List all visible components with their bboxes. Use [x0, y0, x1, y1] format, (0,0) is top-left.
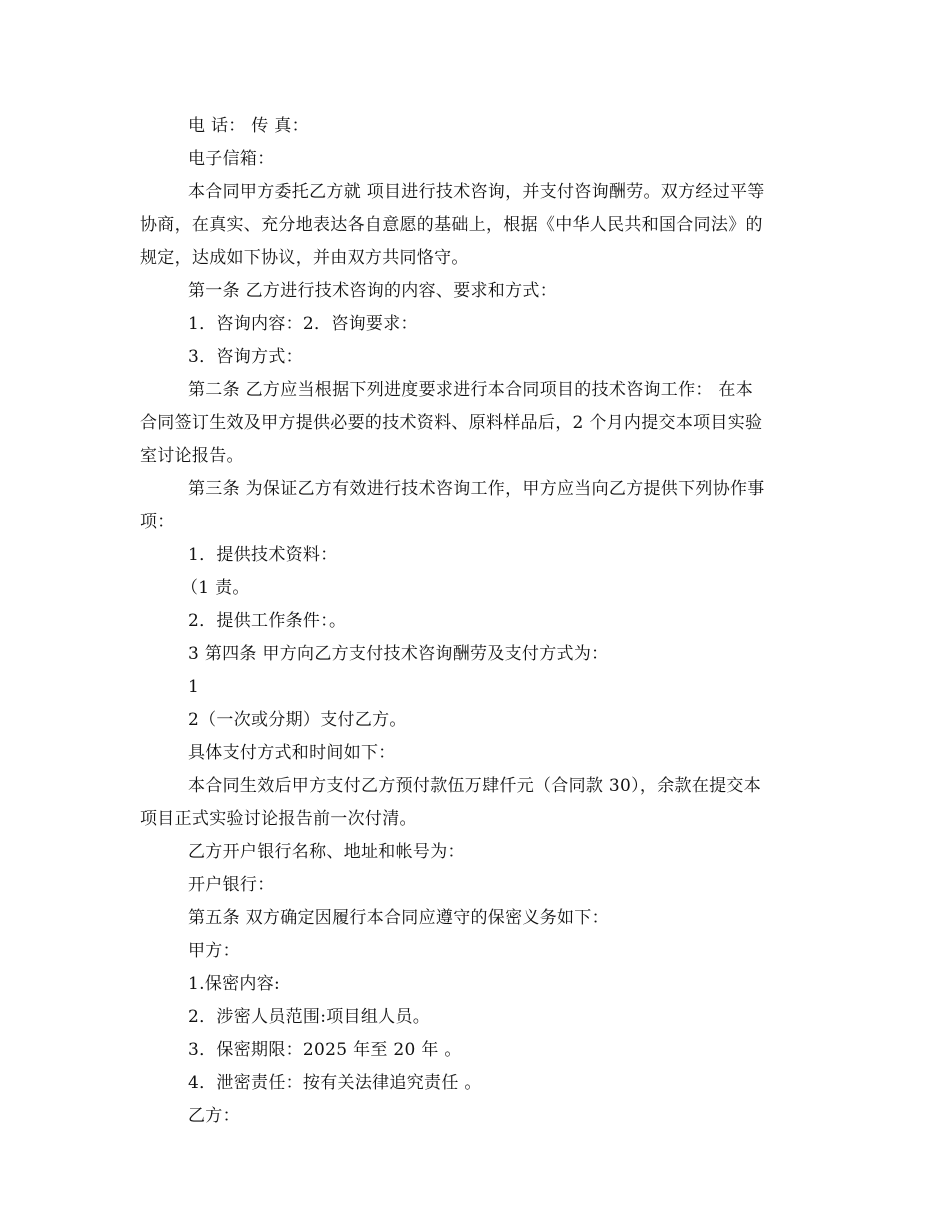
phone-fax-line: 电 话： 传 真：: [188, 116, 309, 136]
bank-name-line: 开户银行：: [188, 875, 275, 895]
confidential-content-line: 1.保密内容:: [188, 974, 281, 994]
article-1-heading: 第一条 乙方进行技术咨询的内容、要求和方式：: [188, 281, 558, 301]
bank-info-heading: 乙方开户银行名称、地址和帐号为：: [188, 842, 465, 862]
article-2-line-1: 第二条 乙方应当根据下列进度要求进行本合同项目的技术咨询工作： 在本: [188, 380, 754, 400]
confidential-period-line: 3．保密期限：2025 年至 20 年 。: [188, 1040, 462, 1060]
article-5-heading: 第五条 双方确定因履行本合同应遵守的保密义务如下：: [188, 908, 609, 928]
article-3-line-2: 项：: [140, 512, 175, 532]
leak-liability-line: 4．泄密责任：按有关法律追究责任 。: [188, 1073, 482, 1093]
payment-method-heading: 具体支付方式和时间如下：: [188, 743, 396, 763]
article-1-item-3: 3．咨询方式：: [188, 347, 303, 367]
article-1-item-1-2: 1．咨询内容：2．咨询要求：: [188, 314, 418, 334]
article-2-line-3: 室讨论报告。: [140, 446, 244, 466]
email-line: 电子信箱：: [188, 149, 275, 169]
intro-paragraph-line-3: 规定，达成如下协议，并由双方共同恪守。: [140, 248, 469, 268]
party-b-heading: 乙方：: [188, 1106, 240, 1126]
article-4-item-2: 2（一次或分期）支付乙方。: [188, 710, 407, 730]
article-4-heading: 3 第四条 甲方向乙方支付技术咨询酬劳及支付方式为：: [188, 644, 609, 664]
article-3-line-1: 第三条 为保证乙方有效进行技术咨询工作，甲方应当向乙方提供下列协作事: [188, 479, 765, 499]
article-2-line-2: 合同签订生效及甲方提供必要的技术资料、原料样品后，2 个月内提交本项目实验: [140, 413, 763, 433]
confidential-personnel-line: 2．涉密人员范围:项目组人员。: [188, 1007, 431, 1027]
article-3-item-1: 1．提供技术资料：: [188, 545, 338, 565]
payment-paragraph-line-2: 项目正式实验讨论报告前一次付清。: [140, 809, 417, 829]
article-3-subitem: （1 责。: [181, 578, 250, 598]
payment-paragraph-line-1: 本合同生效后甲方支付乙方预付款伍万肆仟元（合同款 30），余款在提交本: [188, 776, 762, 796]
intro-paragraph-line-1: 本合同甲方委托乙方就 项目进行技术咨询，并支付咨询酬劳。双方经过平等: [188, 182, 765, 202]
article-4-item-1: 1: [188, 677, 200, 697]
article-3-item-2: 2．提供工作条件：。: [188, 611, 347, 631]
intro-paragraph-line-2: 协商，在真实、充分地表达各自意愿的基础上，根据《中华人民共和国合同法》的: [140, 215, 763, 235]
party-a-heading: 甲方：: [188, 941, 240, 961]
